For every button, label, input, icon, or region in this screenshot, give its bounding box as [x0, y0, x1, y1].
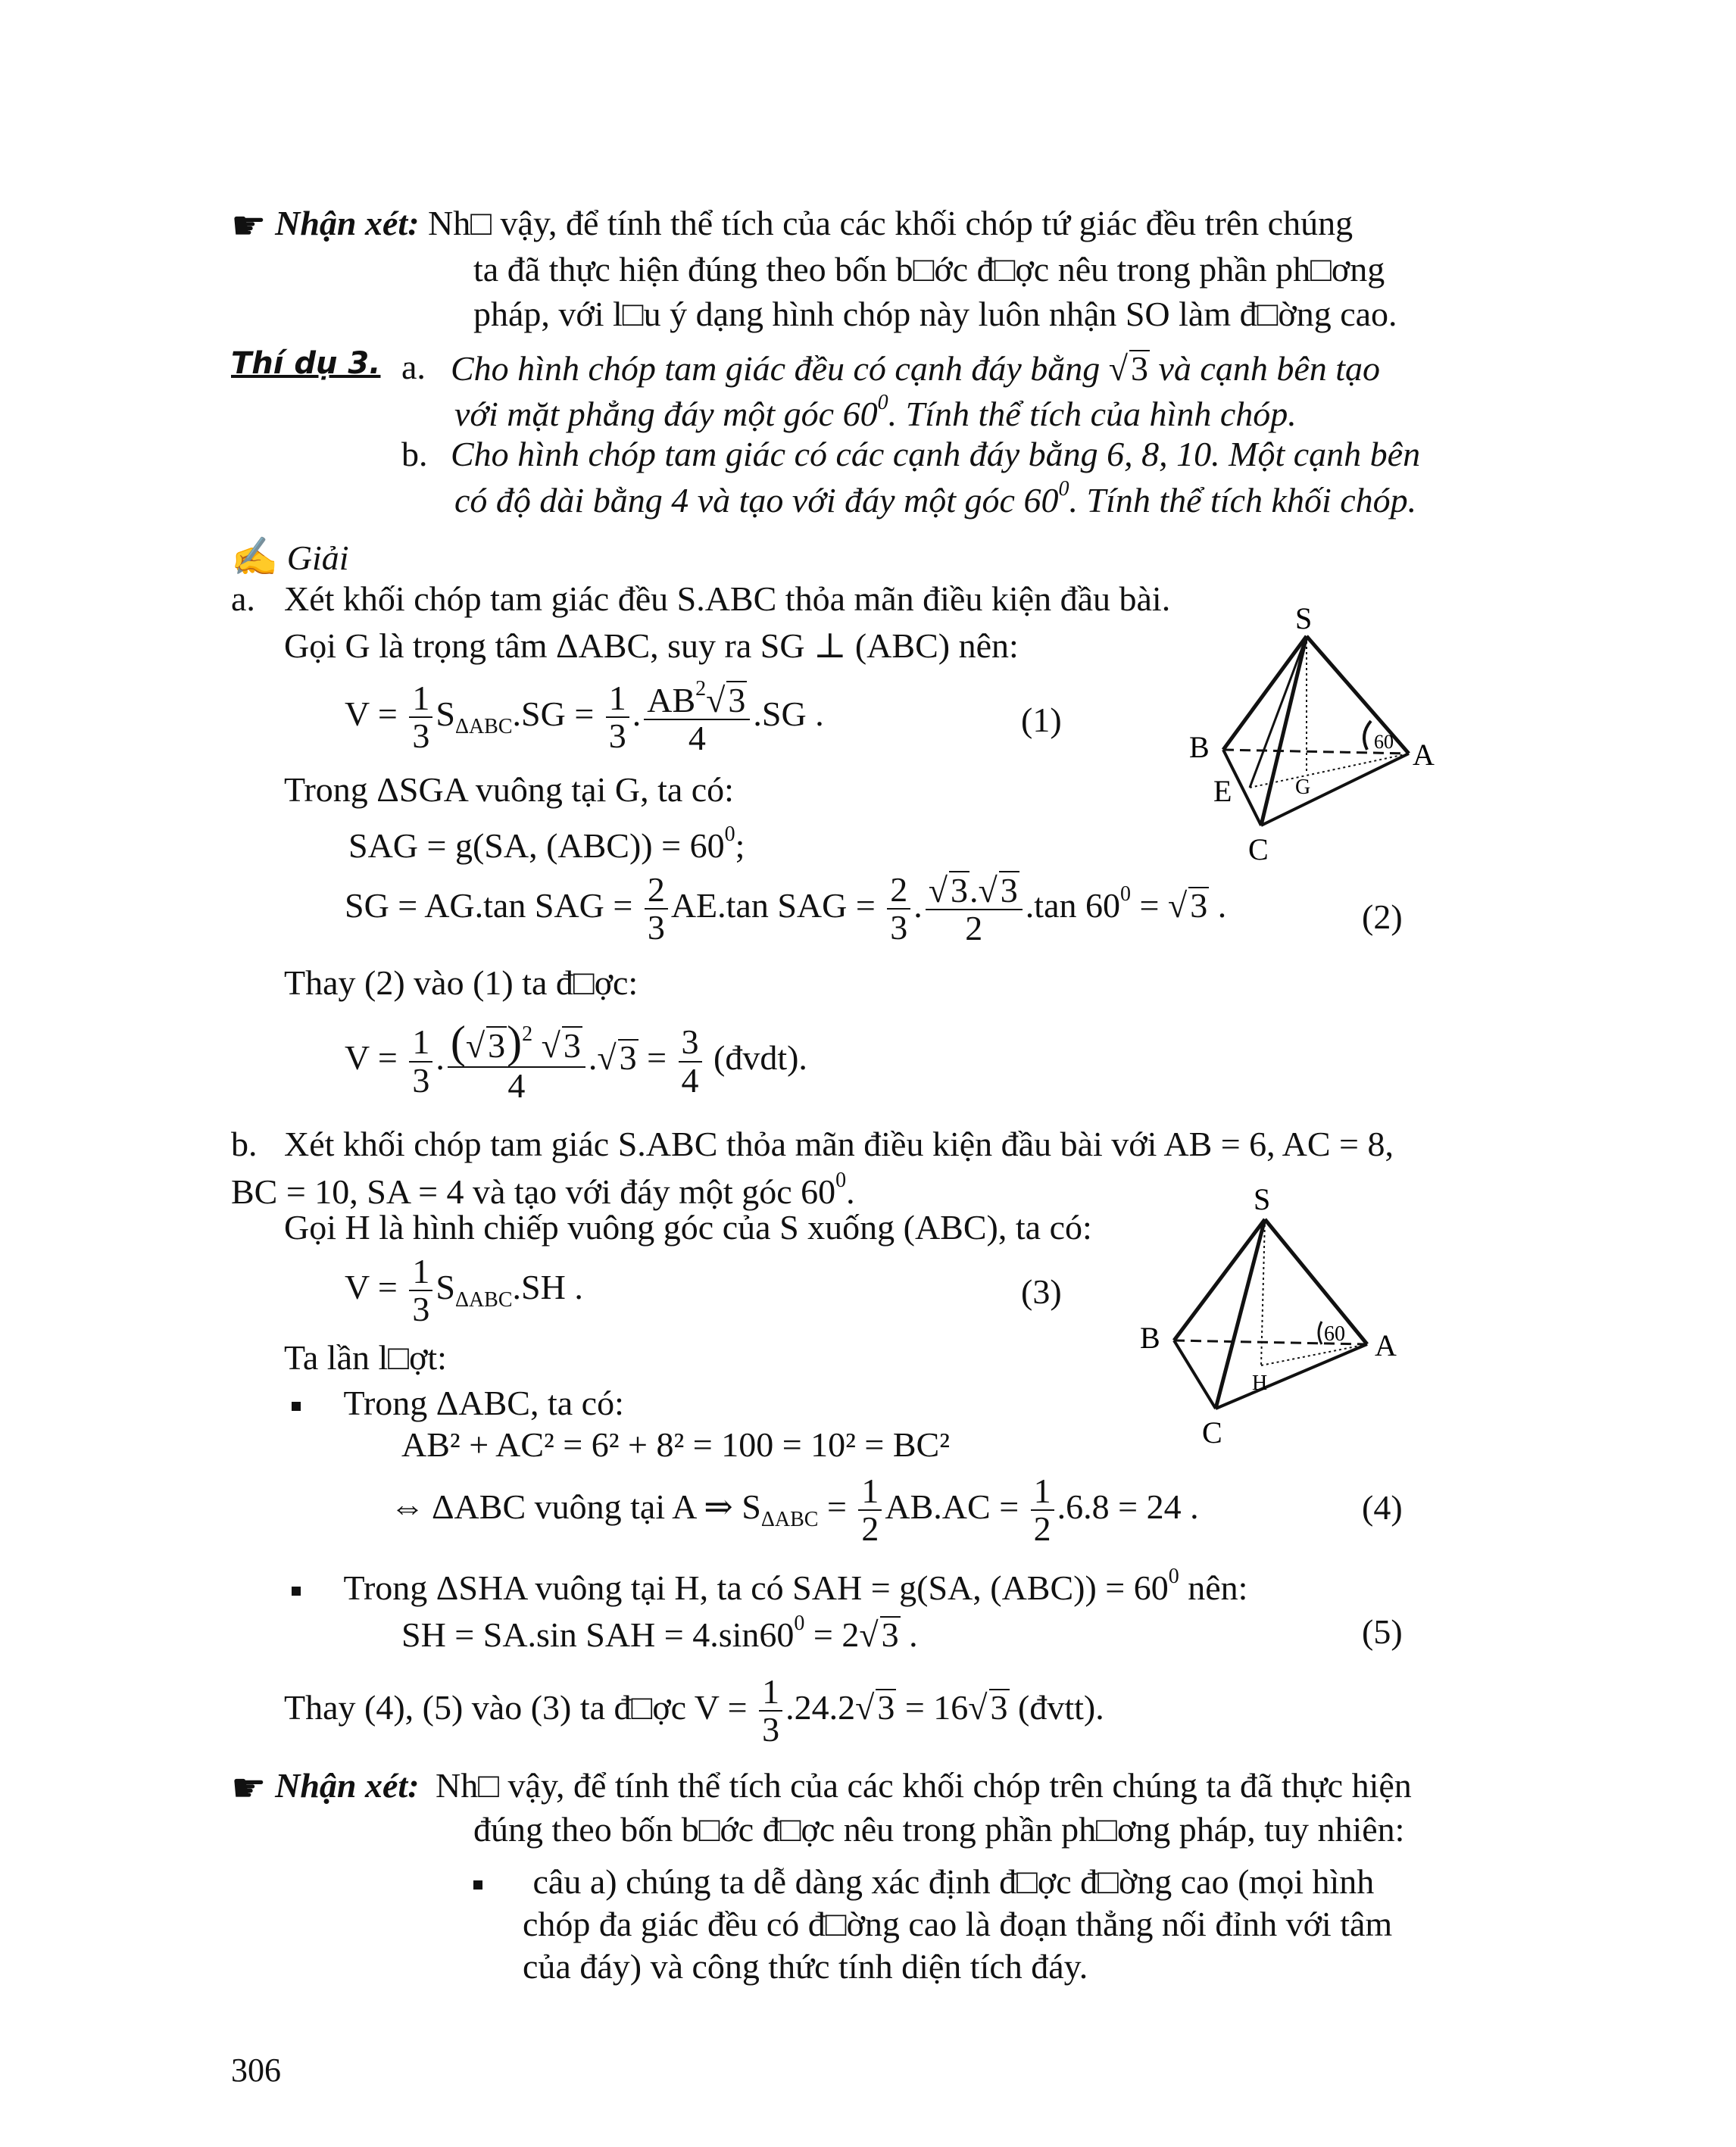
bullet-icon [473, 1880, 482, 1890]
equation-3: V = $\frac{1}{3}$ $S_{\Delta ABC}.SH$ . [345, 1252, 583, 1329]
example-b-marker: b. [401, 435, 428, 473]
label-angle: 60 [1324, 1322, 1345, 1346]
label-S: S [1295, 601, 1313, 635]
example-a-line2: với mặt phẳng đáy một góc $60^0$. Tính thể tích của hình chóp. [454, 391, 1297, 433]
figure-pyramid-a [1182, 591, 1469, 871]
solution-label-row [231, 535, 349, 578]
remark2-bullet-line3: của đáy) và công thức tính diện tích đáy. [523, 1947, 1088, 1986]
equation-volume-a: V = $\frac{1}{3}$ . $\frac{(√3)^2 √3}{4}$ .√3 = $\frac{3}{4}$ (đvdt). [345, 1017, 807, 1105]
bullet-icon [292, 1402, 301, 1411]
label-B: B [1189, 730, 1210, 764]
edge-CA [1261, 754, 1409, 825]
example-b-line1: Cho hình chóp tam giác có các cạnh đáy bằng 6, 8, 10. Một cạnh bên [451, 435, 1421, 473]
example-a-line1: Cho hình chóp tam giác đều có cạnh đáy bằng √3 và cạnh bên tạo [451, 349, 1381, 388]
label-C: C [1248, 832, 1269, 866]
angle-arc [1319, 1322, 1322, 1344]
bullet-2-row: Trong ΔSHA vuông tại H, ta có SAH = g(SA, $(ABC)) = 60^0$ nên: [292, 1566, 1247, 1606]
remark1-line3: pháp, với l□u ý dạng hình chóp này luôn nhận SO làm đ□ờng cao. [473, 295, 1397, 333]
remark2-block: ☛ Nhận xét: Nh□ vậy, để tính thể tích của các khối chóp trên chúng ta đã thực hiện [231, 1766, 1412, 1811]
edge-BC [1174, 1340, 1216, 1409]
page-number: 306 [231, 2052, 281, 2089]
solution-a-line4: Thay (2) vào (1) ta đ□ợc: [284, 963, 639, 1002]
example-a-marker: a. [401, 348, 426, 386]
solution-b-line1: Xét khối chóp tam giác S.ABC thỏa mãn điều kiện đầu bài với AB = 6, AC = 8, [284, 1125, 1394, 1163]
solution-a-marker: a. [231, 579, 255, 618]
edge-SE [1250, 636, 1307, 788]
equation-1-ref: (1) [1021, 701, 1062, 739]
solution-a-line2: Gọi G là trọng tâm ΔABC, suy ra SG ⊥ (ABC) nên: [284, 626, 1019, 665]
equation-2: SG = AG.tan SAG = $\frac{2}{3}$ AE.tan SAG = $\frac{2}{3}$ . $\frac{√3.√3}{2}$ .tan $60^0 = √3$ . [345, 870, 1227, 948]
solution-b-line4: Ta lần l□ợt: [284, 1338, 447, 1377]
remark2-line2: đúng theo bốn b□ớc đ□ợc nêu trong phần ph□ơng pháp, tuy nhiên: [473, 1810, 1405, 1849]
solution-b-marker: b. [231, 1125, 258, 1163]
edge-SA [1265, 1219, 1367, 1344]
solution-a-line1: Xét khối chóp tam giác đều S.ABC thỏa mãn điều kiện đầu bài. [284, 579, 1171, 618]
remark2-bullet-row: câu a) chúng ta dễ dàng xác định đ□ợc đ□ờng cao (mọi hình [473, 1865, 1374, 1899]
label-G: G [1295, 775, 1311, 799]
equation-5-ref: (5) [1362, 1612, 1403, 1651]
pointing-hand-icon: ☛ [231, 204, 267, 248]
equation-angle: SAG = g(SA, $(ABC)) = 60^0$; [348, 822, 745, 865]
example-b-line2: có độ dài bằng 4 và tạo với đáy một góc $60^0$. Tính thể tích khối chóp. [454, 477, 1417, 520]
label-B: B [1140, 1321, 1160, 1355]
remark1-line2: ta đã thực hiện đúng theo bốn b□ớc đ□ợc nêu trong phần ph□ơng [473, 250, 1385, 289]
equation-2-ref: (2) [1362, 897, 1403, 936]
remark1-label: Nhận xét [275, 204, 408, 242]
equation-1: V = $\frac{1}{3}$ $S_{\Delta ABC}.SG$ = $\frac{1}{3}$ . $\frac{AB^2√3}{4}$ .SG . [345, 677, 824, 758]
solution-a-line3: Trong ΔSGA vuông tại G, ta có: [284, 770, 734, 809]
bullet-1-text: Trong ΔABC, ta có: [343, 1384, 624, 1422]
remark2-line1: Nh□ vậy, để tính thể tích của các khối chóp trên chúng ta đã thực hiện [436, 1766, 1412, 1805]
equation-4: ⇔ ΔABC vuông tại A ⇒ $S_{\Delta ABC}$ = $\frac{1}{2}$ AB.AC = $\frac{1}{2}$ .6.8 = 24 . [390, 1471, 1199, 1549]
remark2-label: Nhận xét [275, 1766, 408, 1805]
equation-4-ref: (4) [1362, 1488, 1403, 1527]
label-A: A [1375, 1328, 1397, 1362]
solution-b-line2: BC = 10, SA = 4 và tạo với đáy một góc $60^0$. [231, 1169, 855, 1211]
bullet-1-row [292, 1386, 624, 1421]
remark1-block: ☛ Nhận xét: Nh□ vậy, để tính thể tích của các khối chóp tứ giác đều trên chúng [231, 204, 1354, 248]
angle-arc [1364, 721, 1371, 750]
label-C: C [1202, 1415, 1222, 1450]
figure-pyramid-b [1140, 1178, 1428, 1450]
label-S: S [1254, 1182, 1271, 1216]
segment-HA [1261, 1344, 1367, 1365]
remark2-bullet-line2: chóp đa giác đều có đ□ờng cao là đoạn thẳng nối đỉnh với tâm [523, 1905, 1393, 1943]
pointing-hand-icon: ☛ [231, 1767, 267, 1811]
equation-5: SH = SA.sin SAH = $4.\sin 60^0 = 2√3$ . [401, 1612, 918, 1654]
label-angle: 60 [1374, 731, 1394, 753]
bullet-icon [292, 1587, 301, 1596]
equation-3-ref: (3) [1021, 1272, 1062, 1311]
edge-CA [1216, 1344, 1367, 1409]
equation-pythagoras: AB² + AC² = 6² + 8² = 100 = 10² = BC² [401, 1425, 951, 1464]
solution-b-line3: Gọi H là hình chiếp vuông góc của S xuống (ABC), ta có: [284, 1208, 1092, 1247]
label-E: E [1213, 774, 1232, 808]
solution-label: Giải [286, 538, 349, 577]
writing-hand-icon: ✍ [231, 535, 279, 578]
height-SH [1261, 1219, 1265, 1365]
edge-SB [1174, 1219, 1265, 1340]
final-volume: Thay (4), (5) vào (3) ta đ□ợc V = $\frac{1}{3}$ .24.2√3 = 16√3 (đvtt). [284, 1672, 1104, 1749]
example-heading: Thí dụ 3. [231, 346, 381, 381]
label-H: H [1252, 1372, 1268, 1395]
label-A: A [1413, 738, 1435, 772]
remark1-line1: Nh□ vậy, để tính thể tích của các khối chóp tứ giác đều trên chúng [428, 204, 1354, 242]
